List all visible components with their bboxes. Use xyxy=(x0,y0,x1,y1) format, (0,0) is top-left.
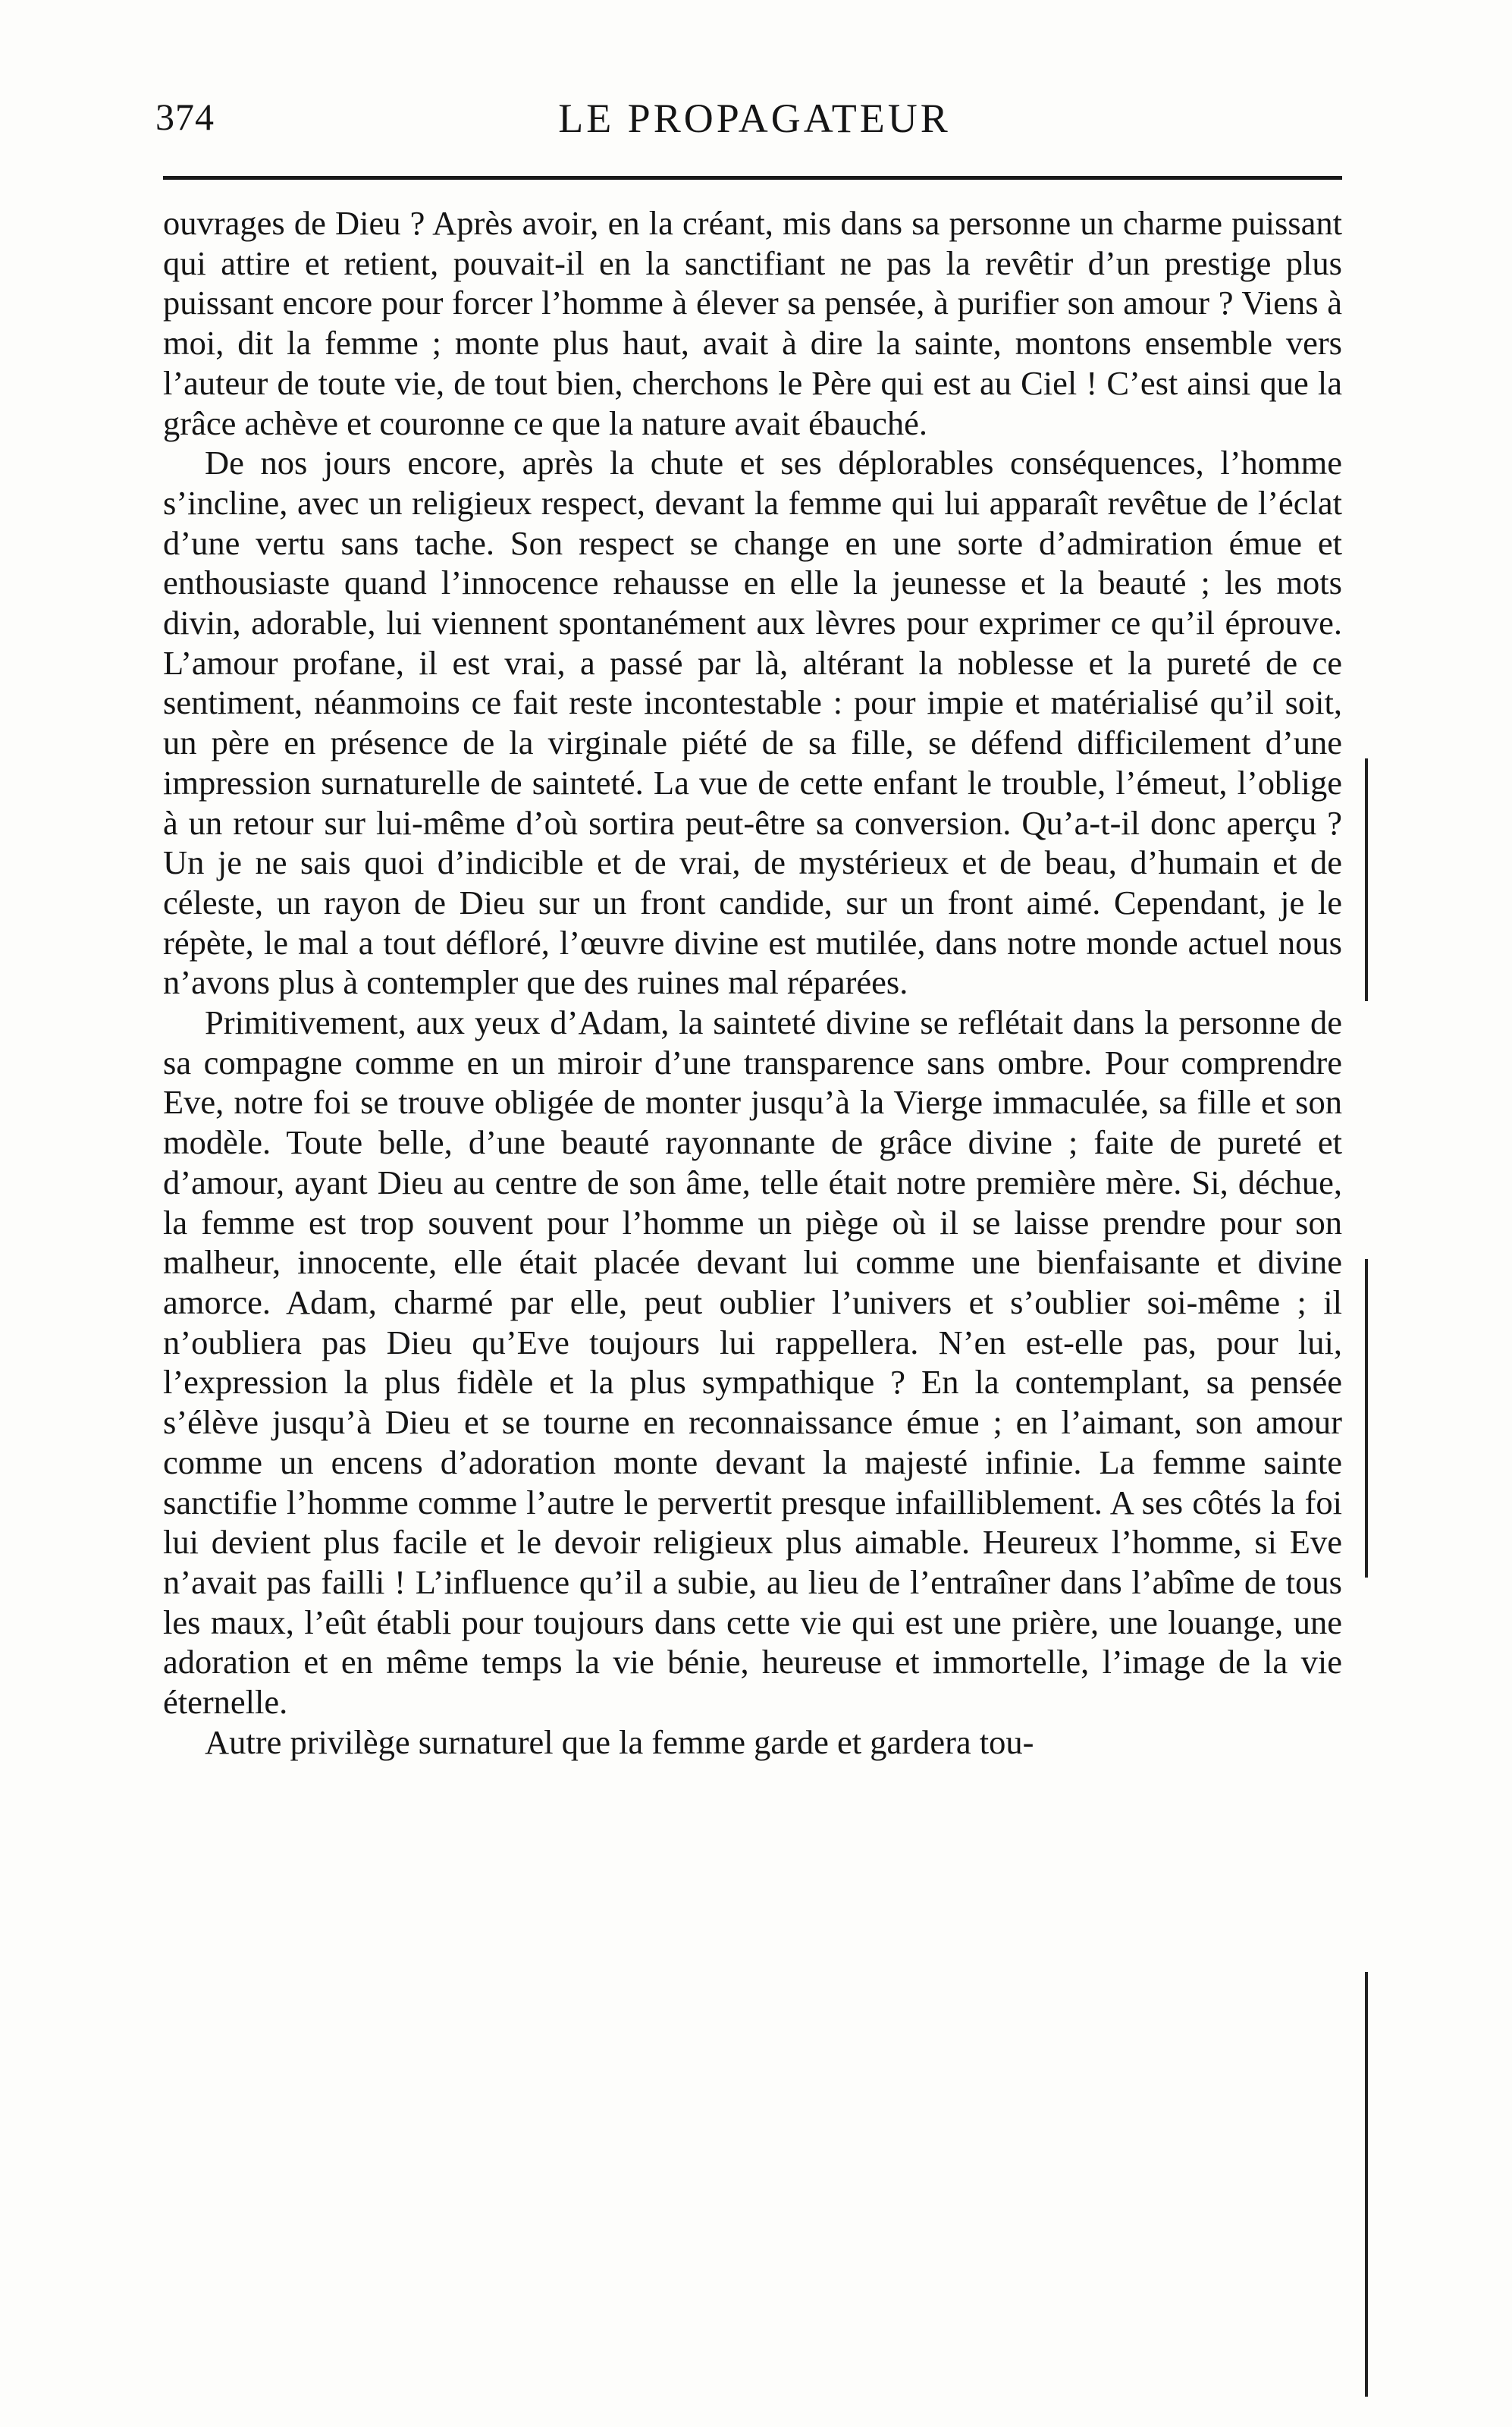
paragraph: Autre privilège surnaturel que la femme garde et gardera tou- xyxy=(205,1722,1034,1761)
body-text xyxy=(163,203,1342,1762)
margin-rule xyxy=(1365,1259,1368,1578)
paragraph: Primitivement, aux yeux d’Adam, la sainteté divine se reflétait dans la personne de sa compagne comme en un miroir d’une transparence sans ombre. Pour comprendre Eve, notre foi se trouve obligée de monter jusqu’à la Vierge immaculée, sa fille et son modèle. Toute belle, d’une beauté rayonnante de grâce divine ; faite de pureté et d’amour, ayant Dieu au centre de son âme, telle était notre première mère. Si, déchue, la femme est trop souvent pour l’homme un piège où il se laisse prendre pour son malheur, innocente, elle était placée devant lui comme une bienfaisante et divine amorce. Adam, charmé par elle, peut oublier l’univers et s’oublier soi-même ; il n’oubliera pas Dieu qu’Eve toujours lui rappellera. N’en est-elle pas, pour lui, l’expression la plus fidèle et la plus sympathique ? En la contemplant, sa pensée s’élève jusqu’à Dieu et se tourne en reconnaissance émue ; en l’aimant, son amour comme un encens d’adoration monte devant la majesté infinie. La femme sainte sanctifie l’homme comme l’autre le pervertit presque infailliblement. A ses côtés la foi lui devient plus facile et le devoir religieux plus aimable. Heureux l’homme, si Eve n’avait pas failli ! L’influence qu’il a subie, au lieu de l’entraîner dans l’abîme de tous les maux, l’eût établi pour toujours dans cette vie qui est une prière, une louange, une adoration et en même temps la vie bénie, heureuse et immortelle, l’image de la vie éternelle. xyxy=(163,1003,1342,1722)
margin-rule xyxy=(1365,758,1368,1001)
paragraph: ouvrages de Dieu ? Après avoir, en la créant, mis dans sa personne un charme puissant qui attire et retient, pouvait-il en la sanctifiant ne pas la revêtir d’un prestige plus puissant encore pour forcer l’homme à élever sa pensée, à purifier son amour ? Viens à moi, dit la femme ; monte plus haut, avait à dire la sainte, montons ensemble vers l’auteur de toute vie, de tout bien, cherchons le Père qui est au Ciel ! C’est ainsi que la grâce achève et couronne ce que la nature avait ébauché. xyxy=(163,204,1342,442)
margin-rule xyxy=(1365,1972,1368,2397)
page-number: 374 xyxy=(155,96,215,138)
running-title: LE PROPAGATEUR xyxy=(558,96,951,141)
header-rule xyxy=(163,176,1342,180)
paragraph: De nos jours encore, après la chute et ses déplorables conséquences, l’homme s’incline, avec un religieux respect, devant la femme qui lui apparaît revêtue de l’éclat d’une vertu sans tache. Son respect se change en une sorte d’admiration émue et enthousiaste quand l’innocence rehausse en elle la jeunesse et la beauté ; les mots divin, adorable, lui viennent spontanément aux lèvres pour exprimer ce qu’il éprouve. L’amour profane, il est vrai, a passé par là, altérant la noblesse et la pureté de ce sentiment, néanmoins ce fait reste incontestable : pour impie et matérialisé qu’il soit, un père en présence de la virginale piété de sa fille, se défend difficilement d’une impression surnaturelle de sainteté. La vue de cette enfant le trouble, l’émeut, l’oblige à un retour sur lui-même d’où sortira peut-être sa conversion. Qu’a-t-il donc aperçu ? Un je ne sais quoi d’indicible et de vrai, de mystérieux et de beau, d’humain et de céleste, un rayon de Dieu sur un front candide, sur un front aimé. Cependant, je le répète, le mal a tout défloré, l’œuvre divine est mutilée, dans notre monde actuel nous n’avons plus à contempler que des ruines mal réparées. xyxy=(163,444,1342,1002)
page-header xyxy=(155,95,1354,155)
